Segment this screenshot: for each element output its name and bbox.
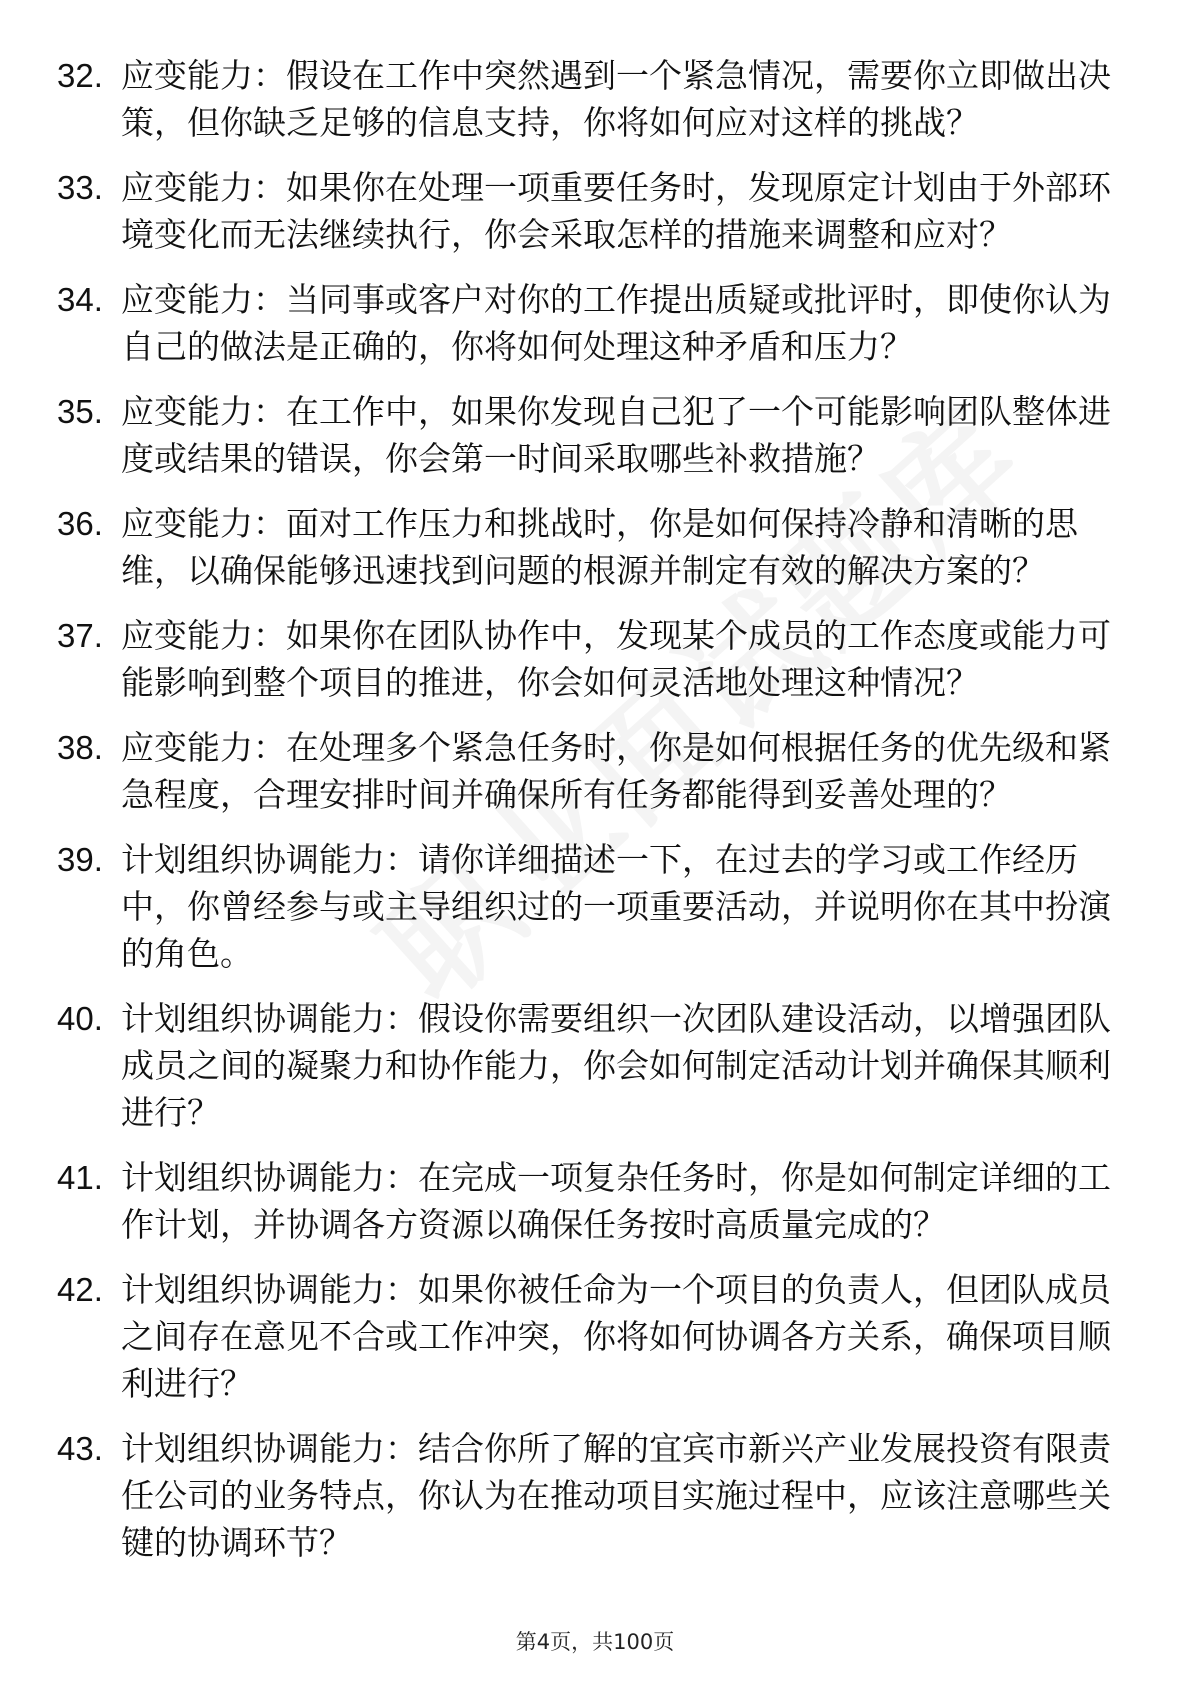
question-number: 33. xyxy=(57,169,103,206)
question-number: 42. xyxy=(57,1271,103,1308)
question-item xyxy=(57,388,1117,482)
question-text: 计划组织协调能力：如果你被任命为一个项目的负责人，但团队成员之间存在意见不合或工作冲突，你将如何协调各方关系，确保项目顺利进行？ xyxy=(121,1270,1111,1403)
question-number: 43. xyxy=(57,1430,103,1467)
question-text: 应变能力：如果你在团队协作中，发现某个成员的工作态度或能力可能影响到整个项目的推进，你会如何灵活地处理这种情况？ xyxy=(121,616,1111,702)
question-item xyxy=(57,836,1117,977)
question-text: 应变能力：在处理多个紧急任务时，你是如何根据任务的优先级和紧急程度，合理安排时间并确保所有任务都能得到妥善处理的？ xyxy=(121,728,1111,814)
question-number: 39. xyxy=(57,841,103,878)
page-footer: 第4页，共100页 xyxy=(515,1630,675,1654)
question-item xyxy=(57,1154,1117,1248)
question-item xyxy=(57,1266,1117,1407)
question-item xyxy=(57,995,1117,1136)
question-text: 计划组织协调能力：在完成一项复杂任务时，你是如何制定详细的工作计划，并协调各方资源以确保任务按时高质量完成的？ xyxy=(121,1158,1111,1244)
question-number: 36. xyxy=(57,505,103,542)
question-number: 32. xyxy=(57,57,103,94)
question-item xyxy=(57,276,1117,370)
question-item xyxy=(57,724,1117,818)
question-number: 41. xyxy=(57,1159,103,1196)
question-number: 40. xyxy=(57,1000,103,1037)
question-number: 37. xyxy=(57,617,103,654)
question-text: 应变能力：假设在工作中突然遇到一个紧急情况，需要你立即做出决策，但你缺乏足够的信息支持，你将如何应对这样的挑战？ xyxy=(121,56,1111,142)
question-text: 应变能力：当同事或客户对你的工作提出质疑或批评时，即使你认为自己的做法是正确的，你将如何处理这种矛盾和压力？ xyxy=(121,280,1111,366)
question-text: 应变能力：面对工作压力和挑战时，你是如何保持冷静和清晰的思维，以确保能够迅速找到问题的根源并制定有效的解决方案的？ xyxy=(121,504,1078,590)
question-item xyxy=(57,164,1117,258)
question-text: 计划组织协调能力：请你详细描述一下，在过去的学习或工作经历中，你曾经参与或主导组织过的一项重要活动，并说明你在其中扮演的角色。 xyxy=(121,840,1111,973)
question-item xyxy=(57,1425,1117,1566)
question-item xyxy=(57,500,1117,594)
question-text: 计划组织协调能力：假设你需要组织一次团队建设活动，以增强团队成员之间的凝聚力和协作能力，你会如何制定活动计划并确保其顺利进行？ xyxy=(121,999,1111,1132)
question-number: 35. xyxy=(57,393,103,430)
question-list xyxy=(57,52,1117,1584)
question-text: 应变能力：在工作中，如果你发现自己犯了一个可能影响团队整体进度或结果的错误，你会第一时间采取哪些补救措施？ xyxy=(121,392,1111,478)
question-item xyxy=(57,52,1117,146)
question-text: 应变能力：如果你在处理一项重要任务时，发现原定计划由于外部环境变化而无法继续执行，你会采取怎样的措施来调整和应对？ xyxy=(121,168,1111,254)
question-item xyxy=(57,612,1117,706)
question-text: 计划组织协调能力：结合你所了解的宜宾市新兴产业发展投资有限责任公司的业务特点，你认为在推动项目实施过程中，应该注意哪些关键的协调环节？ xyxy=(121,1429,1111,1562)
question-number: 34. xyxy=(57,281,103,318)
question-number: 38. xyxy=(57,729,103,766)
